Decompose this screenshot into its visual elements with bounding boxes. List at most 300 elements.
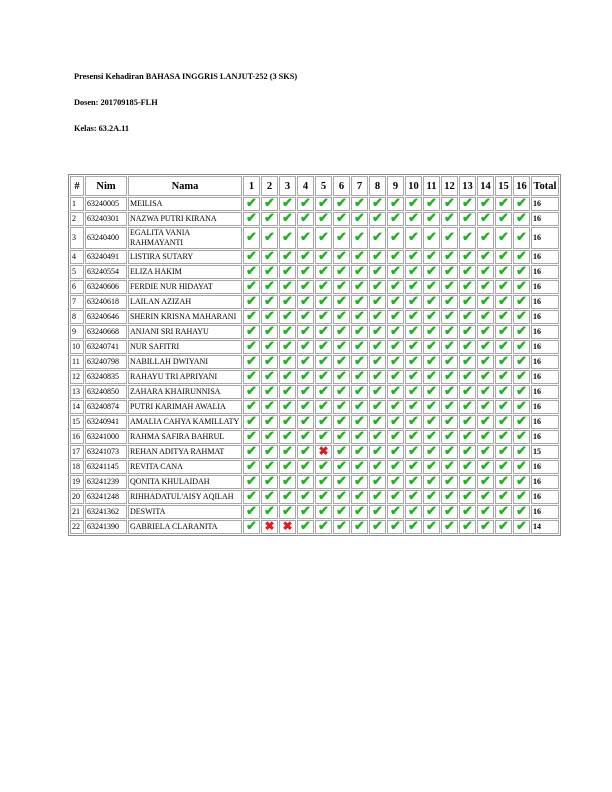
attendance-total: 16 <box>531 280 559 294</box>
attendance-cell <box>279 400 296 414</box>
attendance-cell <box>297 385 314 399</box>
attendance-cell <box>315 385 332 399</box>
present-check-icon: ✔ <box>390 503 401 518</box>
attendance-cell <box>279 505 296 519</box>
attendance-cell <box>405 212 422 226</box>
attendance-cell <box>513 265 530 279</box>
present-check-icon: ✔ <box>426 518 437 533</box>
present-check-icon: ✔ <box>372 368 383 383</box>
attendance-cell <box>297 212 314 226</box>
present-check-icon: ✔ <box>480 263 491 278</box>
attendance-total: 16 <box>531 310 559 324</box>
attendance-cell <box>243 385 260 399</box>
attendance-total: 16 <box>531 475 559 489</box>
attendance-cell <box>423 490 440 504</box>
student-name: PUTRI KARIMAH AWALIA <box>128 400 242 414</box>
attendance-cell <box>477 280 494 294</box>
present-check-icon: ✔ <box>264 383 275 398</box>
attendance-cell <box>441 460 458 474</box>
present-check-icon: ✔ <box>282 263 293 278</box>
attendance-cell <box>387 250 404 264</box>
attendance-cell <box>405 325 422 339</box>
attendance-cell <box>297 505 314 519</box>
present-check-icon: ✔ <box>444 368 455 383</box>
row-number: 21 <box>70 505 84 519</box>
attendance-cell <box>351 212 368 226</box>
attendance-cell <box>459 370 476 384</box>
attendance-cell <box>261 460 278 474</box>
attendance-cell <box>477 227 494 249</box>
student-id: 63240606 <box>85 280 127 294</box>
present-check-icon: ✔ <box>408 195 419 210</box>
attendance-cell <box>315 250 332 264</box>
present-check-icon: ✔ <box>246 398 257 413</box>
present-check-icon: ✔ <box>444 518 455 533</box>
attendance-cell <box>513 385 530 399</box>
attendance-cell <box>351 460 368 474</box>
attendance-cell <box>441 445 458 459</box>
table-row <box>70 370 559 384</box>
present-check-icon: ✔ <box>408 308 419 323</box>
table-row <box>70 265 559 279</box>
attendance-cell <box>387 325 404 339</box>
student-name: EGALITA VANIA RAHMAYANTI <box>128 227 242 249</box>
attendance-cell <box>405 475 422 489</box>
present-check-icon: ✔ <box>264 338 275 353</box>
attendance-cell <box>513 280 530 294</box>
present-check-icon: ✔ <box>264 195 275 210</box>
present-check-icon: ✔ <box>426 398 437 413</box>
present-check-icon: ✔ <box>462 518 473 533</box>
attendance-cell <box>333 520 350 534</box>
present-check-icon: ✔ <box>300 443 311 458</box>
attendance-cell <box>387 295 404 309</box>
present-check-icon: ✔ <box>426 195 437 210</box>
present-check-icon: ✔ <box>498 195 509 210</box>
attendance-total: 16 <box>531 355 559 369</box>
present-check-icon: ✔ <box>408 518 419 533</box>
attendance-cell <box>513 370 530 384</box>
present-check-icon: ✔ <box>282 308 293 323</box>
attendance-cell <box>297 520 314 534</box>
attendance-cell <box>333 212 350 226</box>
attendance-cell <box>243 430 260 444</box>
present-check-icon: ✔ <box>246 210 257 225</box>
present-check-icon: ✔ <box>480 293 491 308</box>
present-check-icon: ✔ <box>408 278 419 293</box>
column-header: 16 <box>513 176 530 196</box>
attendance-total: 16 <box>531 430 559 444</box>
present-check-icon: ✔ <box>300 278 311 293</box>
present-check-icon: ✔ <box>444 210 455 225</box>
present-check-icon: ✔ <box>498 473 509 488</box>
present-check-icon: ✔ <box>462 473 473 488</box>
attendance-cell <box>297 475 314 489</box>
attendance-cell <box>441 310 458 324</box>
attendance-cell <box>513 355 530 369</box>
attendance-cell <box>441 415 458 429</box>
present-check-icon: ✔ <box>408 398 419 413</box>
present-check-icon: ✔ <box>426 248 437 263</box>
present-check-icon: ✔ <box>318 353 329 368</box>
attendance-total: 16 <box>531 212 559 226</box>
row-number: 14 <box>70 400 84 414</box>
attendance-cell <box>333 370 350 384</box>
present-check-icon: ✔ <box>426 443 437 458</box>
attendance-cell <box>441 400 458 414</box>
attendance-cell <box>369 355 386 369</box>
present-check-icon: ✔ <box>246 368 257 383</box>
attendance-cell <box>333 400 350 414</box>
present-check-icon: ✔ <box>408 503 419 518</box>
attendance-cell <box>423 415 440 429</box>
present-check-icon: ✔ <box>444 278 455 293</box>
column-header: 14 <box>477 176 494 196</box>
present-check-icon: ✔ <box>480 518 491 533</box>
attendance-cell <box>387 212 404 226</box>
present-check-icon: ✔ <box>264 263 275 278</box>
present-check-icon: ✔ <box>372 398 383 413</box>
attendance-cell <box>333 227 350 249</box>
attendance-cell <box>279 280 296 294</box>
attendance-cell <box>243 280 260 294</box>
present-check-icon: ✔ <box>282 368 293 383</box>
present-check-icon: ✔ <box>444 229 455 244</box>
attendance-cell <box>369 460 386 474</box>
present-check-icon: ✔ <box>354 518 365 533</box>
present-check-icon: ✔ <box>318 210 329 225</box>
present-check-icon: ✔ <box>390 443 401 458</box>
present-check-icon: ✔ <box>480 413 491 428</box>
attendance-cell <box>261 430 278 444</box>
attendance-cell <box>387 415 404 429</box>
present-check-icon: ✔ <box>336 308 347 323</box>
present-check-icon: ✔ <box>282 443 293 458</box>
student-name: MEILISA <box>128 197 242 211</box>
present-check-icon: ✔ <box>426 278 437 293</box>
present-check-icon: ✔ <box>336 248 347 263</box>
attendance-cell <box>459 280 476 294</box>
attendance-cell <box>315 370 332 384</box>
attendance-cell <box>333 197 350 211</box>
present-check-icon: ✔ <box>336 263 347 278</box>
student-id: 63241073 <box>85 445 127 459</box>
attendance-cell <box>495 490 512 504</box>
attendance-cell <box>369 325 386 339</box>
attendance-cell <box>477 295 494 309</box>
present-check-icon: ✔ <box>426 473 437 488</box>
present-check-icon: ✔ <box>462 488 473 503</box>
attendance-cell <box>369 370 386 384</box>
present-check-icon: ✔ <box>354 248 365 263</box>
attendance-cell <box>513 505 530 519</box>
present-check-icon: ✔ <box>390 195 401 210</box>
present-check-icon: ✔ <box>426 210 437 225</box>
attendance-cell <box>261 212 278 226</box>
attendance-cell <box>441 490 458 504</box>
present-check-icon: ✔ <box>498 229 509 244</box>
attendance-cell <box>297 490 314 504</box>
column-header: 9 <box>387 176 404 196</box>
present-check-icon: ✔ <box>498 503 509 518</box>
table-row <box>70 340 559 354</box>
attendance-total: 16 <box>531 490 559 504</box>
attendance-cell <box>369 340 386 354</box>
present-check-icon: ✔ <box>336 398 347 413</box>
present-check-icon: ✔ <box>480 195 491 210</box>
present-check-icon: ✔ <box>282 210 293 225</box>
attendance-total: 16 <box>531 265 559 279</box>
present-check-icon: ✔ <box>264 488 275 503</box>
attendance-cell <box>333 265 350 279</box>
present-check-icon: ✔ <box>300 458 311 473</box>
present-check-icon: ✔ <box>462 368 473 383</box>
present-check-icon: ✔ <box>462 195 473 210</box>
table-row <box>70 295 559 309</box>
present-check-icon: ✔ <box>354 210 365 225</box>
attendance-cell <box>405 505 422 519</box>
present-check-icon: ✔ <box>318 195 329 210</box>
present-check-icon: ✔ <box>390 458 401 473</box>
present-check-icon: ✔ <box>480 278 491 293</box>
attendance-cell <box>495 310 512 324</box>
attendance-cell <box>423 460 440 474</box>
attendance-cell <box>423 325 440 339</box>
student-name: ANJANI SRI RAHAYU <box>128 325 242 339</box>
present-check-icon: ✔ <box>246 263 257 278</box>
attendance-cell <box>333 460 350 474</box>
present-check-icon: ✔ <box>318 323 329 338</box>
attendance-cell <box>513 475 530 489</box>
attendance-cell <box>513 415 530 429</box>
present-check-icon: ✔ <box>246 323 257 338</box>
student-name: REHAN ADITYA RAHMAT <box>128 445 242 459</box>
present-check-icon: ✔ <box>498 488 509 503</box>
table-row <box>70 400 559 414</box>
present-check-icon: ✔ <box>246 503 257 518</box>
attendance-cell <box>297 310 314 324</box>
attendance-cell <box>279 340 296 354</box>
attendance-cell <box>405 250 422 264</box>
present-check-icon: ✔ <box>516 195 527 210</box>
present-check-icon: ✔ <box>408 428 419 443</box>
present-check-icon: ✔ <box>336 293 347 308</box>
present-check-icon: ✔ <box>462 308 473 323</box>
present-check-icon: ✔ <box>498 368 509 383</box>
row-number: 20 <box>70 490 84 504</box>
present-check-icon: ✔ <box>372 413 383 428</box>
attendance-cell <box>387 460 404 474</box>
attendance-cell <box>279 385 296 399</box>
attendance-cell <box>459 197 476 211</box>
present-check-icon: ✔ <box>264 323 275 338</box>
attendance-total: 16 <box>531 370 559 384</box>
present-check-icon: ✔ <box>246 413 257 428</box>
present-check-icon: ✔ <box>318 383 329 398</box>
attendance-total: 16 <box>531 415 559 429</box>
present-check-icon: ✔ <box>390 308 401 323</box>
attendance-cell <box>351 445 368 459</box>
attendance-cell <box>441 212 458 226</box>
attendance-cell <box>243 250 260 264</box>
present-check-icon: ✔ <box>390 398 401 413</box>
column-header: 11 <box>423 176 440 196</box>
present-check-icon: ✔ <box>300 518 311 533</box>
attendance-cell <box>261 340 278 354</box>
attendance-cell <box>513 445 530 459</box>
attendance-cell <box>243 355 260 369</box>
present-check-icon: ✔ <box>282 458 293 473</box>
present-check-icon: ✔ <box>408 488 419 503</box>
student-name: REVITA CANA <box>128 460 242 474</box>
attendance-cell <box>423 340 440 354</box>
student-id: 63240554 <box>85 265 127 279</box>
present-check-icon: ✔ <box>354 229 365 244</box>
present-check-icon: ✔ <box>444 293 455 308</box>
present-check-icon: ✔ <box>372 518 383 533</box>
present-check-icon: ✔ <box>336 458 347 473</box>
attendance-cell <box>513 460 530 474</box>
present-check-icon: ✔ <box>462 263 473 278</box>
present-check-icon: ✔ <box>462 338 473 353</box>
attendance-cell <box>441 295 458 309</box>
present-check-icon: ✔ <box>462 428 473 443</box>
attendance-cell <box>261 520 278 534</box>
attendance-cell <box>279 520 296 534</box>
attendance-cell <box>423 430 440 444</box>
attendance-cell <box>405 280 422 294</box>
present-check-icon: ✔ <box>480 458 491 473</box>
present-check-icon: ✔ <box>264 413 275 428</box>
present-check-icon: ✔ <box>372 308 383 323</box>
attendance-cell <box>333 355 350 369</box>
present-check-icon: ✔ <box>372 383 383 398</box>
present-check-icon: ✔ <box>336 195 347 210</box>
present-check-icon: ✔ <box>282 293 293 308</box>
attendance-cell <box>297 325 314 339</box>
attendance-cell <box>315 295 332 309</box>
present-check-icon: ✔ <box>300 383 311 398</box>
attendance-cell <box>477 385 494 399</box>
present-check-icon: ✔ <box>444 338 455 353</box>
table-row <box>70 505 559 519</box>
attendance-cell <box>369 280 386 294</box>
attendance-cell <box>495 520 512 534</box>
attendance-cell <box>495 197 512 211</box>
student-id: 63240668 <box>85 325 127 339</box>
present-check-icon: ✔ <box>282 338 293 353</box>
student-name: SHERIN KRISNA MAHARANI <box>128 310 242 324</box>
attendance-cell <box>477 445 494 459</box>
attendance-cell <box>513 212 530 226</box>
attendance-cell <box>261 475 278 489</box>
attendance-cell <box>495 505 512 519</box>
attendance-cell <box>459 265 476 279</box>
attendance-cell <box>477 400 494 414</box>
present-check-icon: ✔ <box>408 353 419 368</box>
attendance-table <box>68 174 561 536</box>
column-header: 5 <box>315 176 332 196</box>
attendance-cell <box>477 197 494 211</box>
present-check-icon: ✔ <box>336 353 347 368</box>
present-check-icon: ✔ <box>246 248 257 263</box>
attendance-cell <box>333 505 350 519</box>
student-id: 63241248 <box>85 490 127 504</box>
attendance-cell <box>459 505 476 519</box>
present-check-icon: ✔ <box>462 413 473 428</box>
student-name: LISTIRA SUTARY <box>128 250 242 264</box>
present-check-icon: ✔ <box>336 518 347 533</box>
attendance-cell <box>387 340 404 354</box>
student-id: 63241000 <box>85 430 127 444</box>
row-number: 10 <box>70 340 84 354</box>
present-check-icon: ✔ <box>498 248 509 263</box>
column-header: Nama <box>128 176 242 196</box>
present-check-icon: ✔ <box>462 229 473 244</box>
attendance-cell <box>315 340 332 354</box>
attendance-cell <box>261 265 278 279</box>
present-check-icon: ✔ <box>336 473 347 488</box>
attendance-cell <box>315 520 332 534</box>
attendance-cell <box>279 445 296 459</box>
attendance-cell <box>351 355 368 369</box>
present-check-icon: ✔ <box>462 278 473 293</box>
present-check-icon: ✔ <box>444 503 455 518</box>
present-check-icon: ✔ <box>480 443 491 458</box>
attendance-cell <box>243 445 260 459</box>
present-check-icon: ✔ <box>444 473 455 488</box>
present-check-icon: ✔ <box>318 308 329 323</box>
attendance-cell <box>297 415 314 429</box>
present-check-icon: ✔ <box>516 458 527 473</box>
present-check-icon: ✔ <box>300 488 311 503</box>
student-id: 63240850 <box>85 385 127 399</box>
student-name: ELIZA HAKIM <box>128 265 242 279</box>
present-check-icon: ✔ <box>354 323 365 338</box>
attendance-cell <box>423 520 440 534</box>
attendance-cell <box>243 265 260 279</box>
attendance-cell <box>315 445 332 459</box>
attendance-cell <box>477 505 494 519</box>
present-check-icon: ✔ <box>264 458 275 473</box>
present-check-icon: ✔ <box>498 353 509 368</box>
attendance-cell <box>495 227 512 249</box>
attendance-cell <box>315 490 332 504</box>
present-check-icon: ✔ <box>480 383 491 398</box>
attendance-cell <box>297 250 314 264</box>
present-check-icon: ✔ <box>408 248 419 263</box>
present-check-icon: ✔ <box>354 473 365 488</box>
row-number: 4 <box>70 250 84 264</box>
present-check-icon: ✔ <box>336 443 347 458</box>
present-check-icon: ✔ <box>390 263 401 278</box>
present-check-icon: ✔ <box>480 473 491 488</box>
present-check-icon: ✔ <box>390 383 401 398</box>
present-check-icon: ✔ <box>498 338 509 353</box>
present-check-icon: ✔ <box>480 368 491 383</box>
row-number: 2 <box>70 212 84 226</box>
attendance-cell <box>459 325 476 339</box>
attendance-cell <box>351 415 368 429</box>
present-check-icon: ✔ <box>336 338 347 353</box>
present-check-icon: ✔ <box>498 518 509 533</box>
row-number: 13 <box>70 385 84 399</box>
present-check-icon: ✔ <box>390 473 401 488</box>
attendance-cell <box>315 265 332 279</box>
present-check-icon: ✔ <box>408 263 419 278</box>
student-id: 63240618 <box>85 295 127 309</box>
attendance-cell <box>297 460 314 474</box>
